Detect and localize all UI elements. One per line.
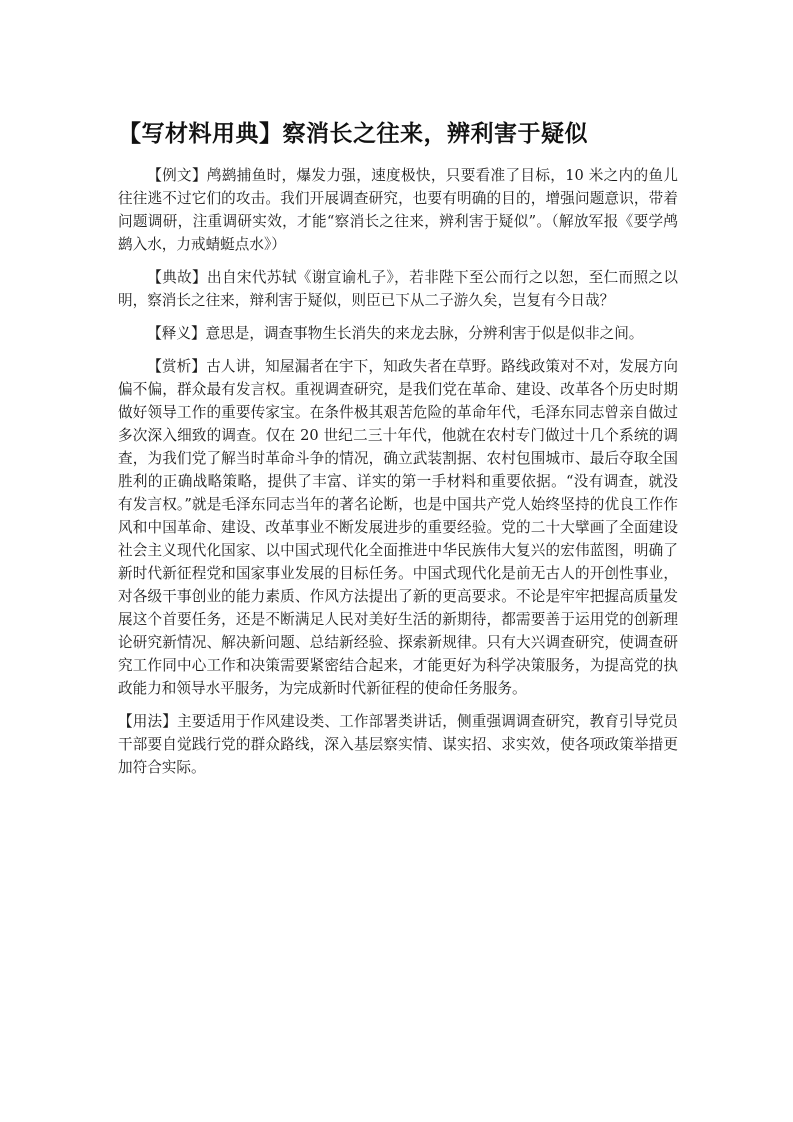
paragraph-text: 古人讲，知屋漏者在宇下，知政失者在草野。路线政策对不对，发展方向偏不偏，群众最有发言权。重视调查研究，是我们党在革命、建设、改革各个历史时期做好领导工作的重要传家宝。在条件极其艰苦危险的革命年代，毛泽东同志曾亲自做过多次深入细致的调查。仅在 20 世纪二三十年代，他就在农村专门做过十几个系统的调查，为我们党了解当时革命斗争的情况，确立武装割据、农村包围城市、最后夺取全国胜利的正确战略策略，提供了丰富、详实的第一手材料和重要依据。“没有调查，就没有发言权。”就是毛泽东同志当年的著名论断，也是中国共产党人始终坚持的优良工作作风和中国革命、建设、改革事业不断发展进步的重要经验。党的二十大擘画了全面建设社会主义现代化国家、以中国式现代化全面推进中华民族伟大复兴的宏伟蓝图，明确了新时代新征程党和国家事业发展的目标任务。中国式现代化是前无古人的开创性事业，对各级干事创业的能力素质、作风方法提出了新的更高要求。不论是牢牢把握高质量发展这个首要任务，还是不断满足人民对美好生活的新期待，都需要善于运用党的创新理论研究新情况、解决新问题、总结新经验、探索新规律。只有大兴调查研究，使调查研究工作同中心工作和决策需要紧密结合起来，才能更好为科学决策服务，为提高党的执政能力和领导水平服务，为完成新时代新征程的使命任务服务。 — [118, 358, 678, 697]
paragraph-text: 鸬鹚捕鱼时，爆发力强，速度极快，只要看准了目标，10 米之内的鱼儿往往逃不过它们的攻击。我们开展调查研究，也要有明确的目的，增强问题意识，带着问题调研，注重调研实效，才能“察消长之往来，辨利害于疑似”。（解放军报《要学鸬鹚入水，力戒蜻蜓点水》） — [118, 167, 678, 253]
paragraph-label: 【赏析】 — [147, 358, 207, 375]
paragraph-text: 意思是，调查事物生长消失的来龙去脉，分辨利害于似是似非之间。 — [205, 325, 644, 342]
paragraph-label: 【典故】 — [147, 269, 208, 286]
paragraph-allusion — [118, 266, 678, 312]
paragraph-appreciation — [118, 355, 678, 700]
paragraph-text: 出自宋代苏轼《谢宣谕札子》，若非陛下至公而行之以恕，至仁而照之以明，察消长之往来，辩利害于疑似，则臣已下从二子游久矣，岂复有今日哉？ — [118, 269, 678, 309]
paragraph-label: 【用法】 — [118, 713, 177, 730]
paragraph-text: 主要适用于作风建设类、工作部署类讲话，侧重强调调查研究，教育引导党员干部要自觉践行党的群众路线，深入基层察实情、谋实招、求实效，使各项政策举措更加符合实际。 — [118, 713, 678, 776]
document-page — [118, 118, 678, 789]
paragraph-example — [118, 164, 678, 256]
paragraph-meaning — [118, 322, 678, 345]
paragraph-label: 【释义】 — [147, 325, 206, 342]
paragraph-label: 【例文】 — [147, 167, 207, 184]
document-title: 【写材料用典】察消长之往来，辨利害于疑似 — [118, 121, 588, 147]
paragraph-usage — [118, 710, 678, 779]
